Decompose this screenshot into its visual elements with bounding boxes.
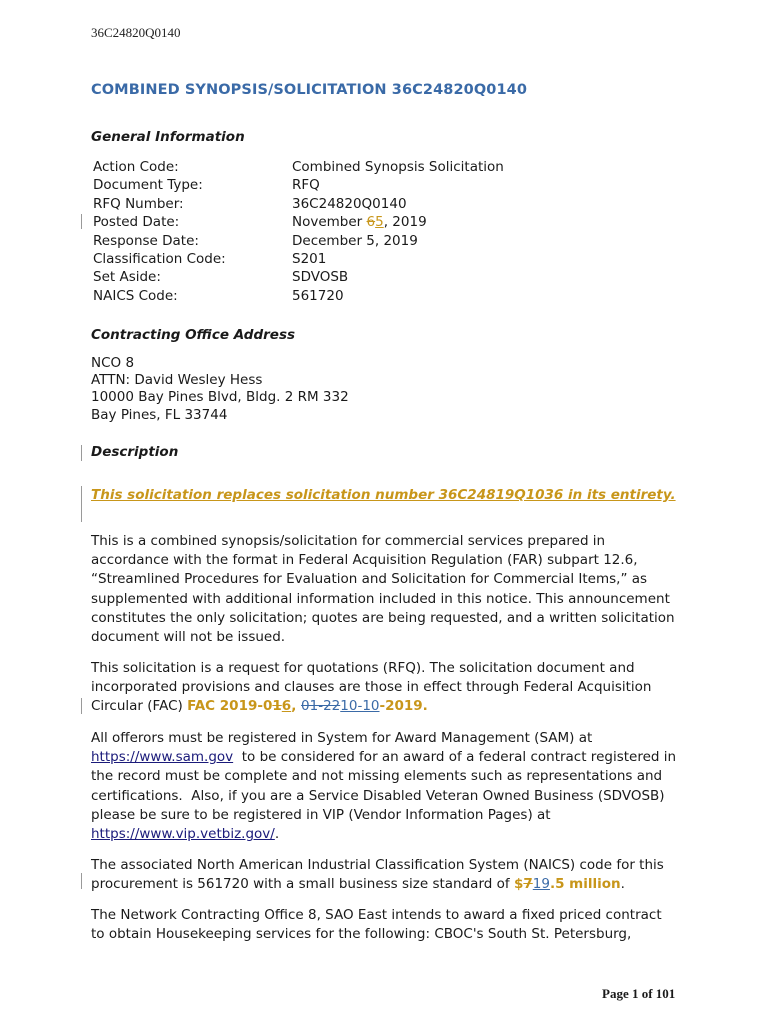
info-row bbox=[93, 195, 504, 213]
page-number: Page 1 of 101 bbox=[602, 986, 676, 1001]
tracked-deletion: 6 bbox=[366, 214, 376, 231]
info-value: SDVOSB bbox=[292, 269, 349, 286]
paragraph-award: The Network Contracting Office 8, SAO East intends to award a fixed priced contract to obtain Housekeeping services for the following: CBOC's South St. Petersburg, bbox=[91, 907, 662, 943]
info-row bbox=[93, 268, 504, 286]
info-value: 561720 bbox=[292, 287, 344, 304]
description-heading: Description bbox=[91, 444, 179, 460]
tracked-insertion: 10-10 bbox=[340, 698, 380, 715]
address-line: NCO 8 bbox=[91, 355, 135, 371]
info-label: RFQ Number: bbox=[93, 195, 184, 212]
info-label: Posted Date: bbox=[93, 214, 180, 231]
paragraph-fac: This solicitation is a request for quotations (RFQ). The solicitation document and incorporated provisions and clauses are those in effect through Federal Acquisition Circular (FAC) FAC 2019-016, 01-2210-10-2019. bbox=[91, 660, 652, 715]
general-info-heading: General Information bbox=[91, 129, 245, 145]
info-label: Action Code: bbox=[93, 159, 179, 175]
info-row bbox=[93, 176, 504, 194]
info-row bbox=[93, 158, 504, 176]
paragraph-naics: The associated North American Industrial Classification System (NAICS) code for this procurement is 561720 with a small business size standard of $719.5 million. bbox=[91, 857, 664, 893]
info-value: S201 bbox=[292, 251, 327, 268]
tracked-insertion: 5 bbox=[375, 214, 384, 231]
general-info-table bbox=[93, 158, 504, 305]
change-bar bbox=[81, 214, 82, 229]
tracked-deletion: 7 bbox=[523, 876, 533, 893]
info-value: Combined Synopsis Solicitation bbox=[292, 159, 504, 175]
info-value: November 65, 2019 bbox=[292, 214, 427, 231]
info-label: Document Type: bbox=[93, 177, 203, 194]
paragraph-intro: This is a combined synopsis/solicitation for commercial services prepared in accordance with the format in Federal Acquisition Regulation (FAR) subpart 12.6, “Streamlined Procedures for Evaluation and Solicitation for Commercial Items,” as supplemented with additional information included in this notice. This announcement constitutes the only solicitation; quotes are being requested, and a written solicitation document will not be issued. bbox=[91, 533, 675, 646]
address-line: ATTN: David Wesley Hess bbox=[91, 372, 263, 389]
info-row bbox=[93, 232, 504, 250]
change-bar bbox=[81, 486, 82, 522]
page-title: COMBINED SYNOPSIS/SOLICITATION 36C24820Q0140 bbox=[91, 82, 528, 98]
tracked-deletion: 01-22 bbox=[301, 698, 341, 715]
change-bar bbox=[81, 445, 82, 461]
info-label: Classification Code: bbox=[93, 251, 226, 268]
sam-link[interactable]: https://www.sam.gov bbox=[91, 749, 234, 766]
change-bar bbox=[81, 873, 82, 889]
info-label: Response Date: bbox=[93, 232, 199, 249]
address-line: 10000 Bay Pines Blvd, Bldg. 2 RM 332 bbox=[91, 389, 349, 406]
info-value: RFQ bbox=[292, 177, 320, 194]
info-label: NAICS Code: bbox=[93, 287, 178, 304]
info-value: December 5, 2019 bbox=[292, 232, 418, 249]
info-label: Set Aside: bbox=[93, 269, 161, 286]
info-value: 36C24820Q0140 bbox=[292, 195, 407, 212]
vip-link[interactable]: https://www.vip.vetbiz.gov/ bbox=[91, 826, 275, 843]
info-row bbox=[93, 287, 504, 305]
header-doc-id: 36C24820Q0140 bbox=[91, 25, 181, 40]
tracked-insertion: 6 bbox=[281, 698, 292, 715]
tracked-insertion: 19 bbox=[532, 876, 550, 893]
office-heading: Contracting Office Address bbox=[91, 327, 296, 343]
paragraph-registration: All offerors must be registered in System for Award Management (SAM) at https://www.sam.gov to be considered for an award of a federal contract registered in the record must be complete and not missing elements such as representations and certifications. Also, if you are a Service Disabled Veteran Owned Business (SDVOSB) please be sure to be registered in VIP (Vendor Information Pages) at https://www.vip.vetbiz.gov/. bbox=[91, 730, 681, 843]
tracked-deletion: 1 bbox=[272, 698, 282, 715]
address-line: Bay Pines, FL 33744 bbox=[91, 406, 228, 423]
info-row bbox=[93, 213, 504, 231]
info-row bbox=[93, 250, 504, 268]
replacement-notice: This solicitation replaces solicitation number 36C24819Q1036 in its entirety. bbox=[91, 487, 676, 503]
change-bar bbox=[81, 698, 82, 714]
office-address bbox=[91, 355, 349, 424]
